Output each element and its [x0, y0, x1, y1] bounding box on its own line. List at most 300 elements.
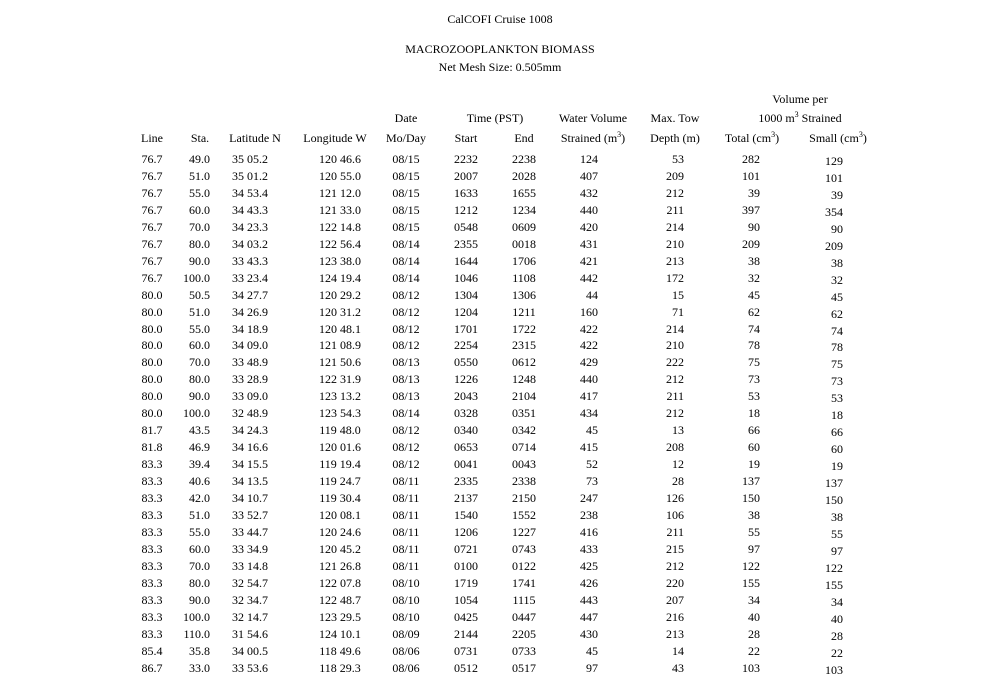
small-volume-cell: 75	[831, 357, 843, 372]
end-time-cell: 0517	[512, 660, 536, 675]
header-latitude: Latitude N	[229, 131, 281, 145]
start-time-cell: 2355	[454, 236, 478, 251]
start-time-cell: 0340	[454, 423, 478, 438]
end-time-cell: 0733	[512, 643, 536, 658]
date-cell: 08/09	[392, 626, 420, 641]
end-time-cell: 1211	[512, 304, 536, 319]
water-volume-cell: 430	[580, 626, 598, 641]
latitude-cell: 34 13.5	[232, 474, 268, 489]
longitude-cell: 121 50.6	[319, 355, 361, 370]
longitude-cell: 121 26.8	[319, 558, 361, 573]
date-cell: 08/12	[392, 338, 420, 353]
station-cell: 50.5	[189, 287, 210, 302]
latitude-cell: 32 34.7	[232, 592, 268, 607]
table-row	[0, 423, 1000, 440]
total-volume-cell: 90	[748, 219, 760, 234]
small-volume-cell: 137	[825, 476, 843, 491]
latitude-cell: 32 54.7	[232, 575, 268, 590]
water-volume-cell: 442	[580, 270, 598, 285]
line-cell: 83.3	[141, 592, 163, 607]
line-cell: 76.7	[141, 270, 163, 285]
station-cell: 43.5	[189, 423, 210, 438]
small-volume-cell: 34	[831, 594, 843, 609]
tow-depth-cell: 106	[666, 508, 684, 523]
line-cell: 76.7	[141, 219, 163, 234]
tow-depth-cell: 13	[672, 423, 684, 438]
date-cell: 08/14	[392, 253, 420, 268]
date-cell: 08/10	[392, 592, 420, 607]
water-volume-cell: 422	[580, 338, 598, 353]
total-volume-cell: 103	[742, 660, 760, 675]
start-time-cell: 0653	[454, 440, 478, 455]
tow-depth-cell: 53	[672, 152, 684, 166]
start-time-cell: 1701	[454, 321, 478, 336]
station-cell: 80.0	[189, 372, 210, 387]
latitude-cell: 34 00.5	[232, 643, 268, 658]
date-cell: 08/06	[392, 643, 420, 658]
small-volume-cell: 150	[825, 493, 843, 508]
header-station: Sta.	[190, 131, 210, 145]
total-volume-cell: 53	[748, 389, 760, 404]
small-volume-cell: 101	[825, 170, 843, 185]
line-cell: 80.0	[141, 321, 163, 336]
latitude-cell: 34 26.9	[232, 304, 268, 319]
line-cell: 81.7	[141, 423, 163, 438]
total-volume-cell: 38	[748, 253, 760, 268]
longitude-cell: 119 30.4	[319, 491, 361, 506]
date-cell: 08/12	[392, 321, 420, 336]
start-time-cell: 2232	[454, 152, 478, 166]
station-cell: 100.0	[183, 270, 210, 285]
water-volume-cell: 432	[580, 185, 598, 200]
table-row	[0, 610, 1000, 627]
station-cell: 80.0	[189, 575, 210, 590]
date-cell: 08/11	[392, 508, 420, 523]
total-volume-cell: 397	[742, 202, 760, 217]
line-cell: 83.3	[141, 524, 163, 539]
water-volume-cell: 97	[586, 660, 598, 675]
start-time-cell: 0512	[454, 660, 478, 675]
water-volume-cell: 431	[580, 236, 598, 251]
station-cell: 60.0	[189, 202, 210, 217]
date-cell: 08/15	[392, 168, 420, 183]
start-time-cell: 0041	[454, 457, 478, 472]
latitude-cell: 33 34.9	[232, 541, 268, 556]
date-cell: 08/13	[392, 372, 420, 387]
longitude-cell: 121 33.0	[319, 202, 361, 217]
tow-depth-cell: 211	[666, 524, 684, 539]
table-row	[0, 576, 1000, 593]
small-volume-cell: 38	[831, 255, 843, 270]
station-cell: 42.0	[189, 491, 210, 506]
station-cell: 90.0	[189, 592, 210, 607]
end-time-cell: 2028	[512, 168, 536, 183]
table-row	[0, 525, 1000, 542]
tow-depth-cell: 212	[666, 558, 684, 573]
table-row	[0, 440, 1000, 457]
line-cell: 80.0	[141, 355, 163, 370]
latitude-cell: 35 01.2	[232, 168, 268, 183]
end-time-cell: 1552	[512, 508, 536, 523]
small-volume-cell: 55	[831, 526, 843, 541]
start-time-cell: 1644	[454, 253, 478, 268]
small-volume-cell: 28	[831, 628, 843, 643]
table-row	[0, 542, 1000, 559]
line-cell: 86.7	[141, 660, 163, 675]
end-time-cell: 0612	[512, 355, 536, 370]
latitude-cell: 34 03.2	[232, 236, 268, 251]
end-time-cell: 1655	[512, 185, 536, 200]
tow-depth-cell: 212	[666, 185, 684, 200]
station-cell: 51.0	[189, 508, 210, 523]
station-cell: 90.0	[189, 253, 210, 268]
longitude-cell: 119 19.4	[319, 457, 361, 472]
start-time-cell: 2254	[454, 338, 478, 353]
station-cell: 51.0	[189, 168, 210, 183]
station-cell: 70.0	[189, 355, 210, 370]
water-volume-cell: 238	[580, 508, 598, 523]
latitude-cell: 34 43.3	[232, 202, 268, 217]
small-volume-cell: 19	[831, 459, 843, 474]
header-date-format: Mo/Day	[386, 131, 426, 145]
header-total: Total $(cm^3)$	[724, 130, 780, 145]
longitude-cell: 123 13.2	[319, 389, 361, 404]
latitude-cell: 32 48.9	[232, 406, 268, 421]
latitude-cell: 34 24.3	[232, 423, 268, 438]
total-volume-cell: 155	[742, 575, 760, 590]
total-volume-cell: 62	[748, 304, 760, 319]
small-volume-cell: 90	[831, 221, 843, 236]
table-row	[0, 593, 1000, 610]
start-time-cell: 1226	[454, 372, 478, 387]
date-cell: 08/14	[392, 270, 420, 285]
longitude-cell: 120 45.2	[319, 541, 361, 556]
longitude-cell: 123 29.5	[319, 609, 361, 624]
line-cell: 80.0	[141, 389, 163, 404]
line-cell: 81.8	[141, 440, 163, 455]
end-time-cell: 0447	[512, 609, 536, 624]
end-time-cell: 1706	[512, 253, 536, 268]
longitude-cell: 122 31.9	[319, 372, 361, 387]
water-volume-cell: 433	[580, 541, 598, 556]
mesh-size-label: Net Mesh Size: 0.505mm	[438, 60, 562, 74]
small-volume-cell: 103	[825, 662, 843, 677]
small-volume-cell: 78	[831, 340, 843, 355]
small-volume-cell: 97	[831, 543, 843, 558]
end-time-cell: 0351	[512, 406, 536, 421]
tow-depth-cell: 213	[666, 626, 684, 641]
end-time-cell: 1722	[512, 321, 536, 336]
total-volume-cell: 34	[748, 592, 760, 607]
station-cell: 46.9	[189, 440, 210, 455]
line-cell: 85.4	[141, 643, 163, 658]
latitude-cell: 33 53.6	[232, 660, 268, 675]
start-time-cell: 1046	[454, 270, 478, 285]
total-volume-cell: 101	[742, 168, 760, 183]
line-cell: 83.3	[141, 457, 163, 472]
latitude-cell: 34 15.5	[232, 457, 268, 472]
longitude-cell: 122 14.8	[319, 219, 361, 234]
small-volume-cell: 40	[831, 611, 843, 626]
station-cell: 70.0	[189, 219, 210, 234]
latitude-cell: 31 54.6	[232, 626, 268, 641]
header-water-strained: Strained $(m^3)$	[560, 130, 626, 145]
cruise-title: CalCOFI Cruise 1008	[447, 12, 553, 26]
water-volume-cell: 45	[586, 643, 598, 658]
latitude-cell: 34 53.4	[232, 185, 268, 200]
table-row	[0, 559, 1000, 576]
latitude-cell: 34 09.0	[232, 338, 268, 353]
tow-depth-cell: 214	[666, 219, 684, 234]
station-cell: 55.0	[189, 321, 210, 336]
table-row	[0, 372, 1000, 389]
station-cell: 110.0	[183, 626, 210, 641]
start-time-cell: 2137	[454, 491, 478, 506]
table-row	[0, 338, 1000, 355]
total-volume-cell: 282	[742, 152, 760, 166]
line-cell: 76.7	[141, 152, 163, 166]
water-volume-cell: 422	[580, 321, 598, 336]
tow-depth-cell: 15	[672, 287, 684, 302]
water-volume-cell: 426	[580, 575, 598, 590]
total-volume-cell: 78	[748, 338, 760, 353]
total-volume-cell: 74	[748, 321, 760, 336]
table-row	[0, 474, 1000, 491]
water-volume-cell: 73	[586, 474, 598, 489]
date-cell: 08/12	[392, 304, 420, 319]
date-cell: 08/11	[392, 474, 420, 489]
line-cell: 76.7	[141, 202, 163, 217]
end-time-cell: 2238	[512, 152, 536, 166]
line-cell: 80.0	[141, 304, 163, 319]
table-row	[0, 355, 1000, 372]
start-time-cell: 1719	[454, 575, 478, 590]
tow-depth-cell: 14	[672, 643, 684, 658]
table-row	[0, 389, 1000, 406]
start-time-cell: 2043	[454, 389, 478, 404]
longitude-cell: 120 29.2	[319, 287, 361, 302]
line-cell: 80.0	[141, 406, 163, 421]
end-time-cell: 0043	[512, 457, 536, 472]
end-time-cell: 1115	[512, 592, 536, 607]
longitude-cell: 122 07.8	[319, 575, 361, 590]
line-cell: 83.3	[141, 558, 163, 573]
latitude-cell: 32 14.7	[232, 609, 268, 624]
longitude-cell: 120 31.2	[319, 304, 361, 319]
small-volume-cell: 122	[825, 560, 843, 575]
date-cell: 08/12	[392, 423, 420, 438]
header-time-start: Start	[454, 131, 478, 145]
longitude-cell: 122 48.7	[319, 592, 361, 607]
small-volume-cell: 62	[831, 306, 843, 321]
water-volume-cell: 429	[580, 355, 598, 370]
table-row	[0, 305, 1000, 322]
small-volume-cell: 74	[831, 323, 843, 338]
line-cell: 83.3	[141, 508, 163, 523]
table-row	[0, 322, 1000, 339]
tow-depth-cell: 211	[666, 202, 684, 217]
water-volume-cell: 434	[580, 406, 598, 421]
start-time-cell: 1540	[454, 508, 478, 523]
start-time-cell: 1633	[454, 185, 478, 200]
tow-depth-cell: 172	[666, 270, 684, 285]
water-volume-cell: 247	[580, 491, 598, 506]
start-time-cell: 0550	[454, 355, 478, 370]
table-row	[0, 237, 1000, 254]
line-cell: 76.7	[141, 236, 163, 251]
station-cell: 55.0	[189, 185, 210, 200]
start-time-cell: 2144	[454, 626, 478, 641]
date-cell: 08/14	[392, 406, 420, 421]
longitude-cell: 120 46.6	[319, 152, 361, 166]
total-volume-cell: 18	[748, 406, 760, 421]
line-cell: 76.7	[141, 185, 163, 200]
line-cell: 83.3	[141, 575, 163, 590]
tow-depth-cell: 126	[666, 491, 684, 506]
date-cell: 08/15	[392, 219, 420, 234]
total-volume-cell: 32	[748, 270, 760, 285]
water-volume-cell: 425	[580, 558, 598, 573]
header-longitude: Longitude W	[303, 131, 367, 145]
line-cell: 83.3	[141, 626, 163, 641]
date-cell: 08/10	[392, 609, 420, 624]
water-volume-cell: 440	[580, 372, 598, 387]
date-cell: 08/15	[392, 152, 420, 166]
station-cell: 60.0	[189, 541, 210, 556]
table-row	[0, 491, 1000, 508]
latitude-cell: 33 52.7	[232, 508, 268, 523]
report-title: MACROZOOPLANKTON BIOMASS	[405, 42, 595, 56]
small-volume-cell: 354	[825, 204, 843, 219]
total-volume-cell: 55	[748, 524, 760, 539]
total-volume-cell: 19	[748, 457, 760, 472]
total-volume-cell: 66	[748, 423, 760, 438]
end-time-cell: 2338	[512, 474, 536, 489]
line-cell: 80.0	[141, 338, 163, 353]
water-volume-cell: 416	[580, 524, 598, 539]
longitude-cell: 119 48.0	[319, 423, 361, 438]
table-body	[0, 152, 1000, 678]
start-time-cell: 2335	[454, 474, 478, 489]
small-volume-cell: 53	[831, 391, 843, 406]
small-volume-cell: 209	[825, 238, 843, 253]
start-time-cell: 1212	[454, 202, 478, 217]
start-time-cell: 0328	[454, 406, 478, 421]
date-cell: 08/14	[392, 236, 420, 251]
tow-depth-cell: 43	[672, 660, 684, 675]
start-time-cell: 0425	[454, 609, 478, 624]
water-volume-cell: 417	[580, 389, 598, 404]
latitude-cell: 34 27.7	[232, 287, 268, 302]
longitude-cell: 120 24.6	[319, 524, 361, 539]
table-row	[0, 220, 1000, 237]
line-cell: 76.7	[141, 168, 163, 183]
table-row	[0, 203, 1000, 220]
longitude-cell: 119 24.7	[319, 474, 361, 489]
tow-depth-cell: 208	[666, 440, 684, 455]
station-cell: 33.0	[189, 660, 210, 675]
header-per-1000: 1000 $m^3$ Strained	[758, 110, 842, 125]
small-volume-cell: 39	[831, 187, 843, 202]
small-volume-cell: 73	[831, 374, 843, 389]
header-tow-depth: Depth (m)	[650, 131, 700, 145]
end-time-cell: 1741	[512, 575, 536, 590]
total-volume-cell: 45	[748, 287, 760, 302]
station-cell: 70.0	[189, 558, 210, 573]
tow-depth-cell: 213	[666, 253, 684, 268]
station-cell: 40.6	[189, 474, 210, 489]
line-cell: 76.7	[141, 253, 163, 268]
end-time-cell: 1248	[512, 372, 536, 387]
total-volume-cell: 137	[742, 474, 760, 489]
station-cell: 100.0	[183, 406, 210, 421]
total-volume-cell: 209	[742, 236, 760, 251]
tow-depth-cell: 12	[672, 457, 684, 472]
table-row	[0, 288, 1000, 305]
end-time-cell: 1227	[512, 524, 536, 539]
latitude-cell: 33 44.7	[232, 524, 268, 539]
total-volume-cell: 28	[748, 626, 760, 641]
total-volume-cell: 38	[748, 508, 760, 523]
small-volume-cell: 38	[831, 510, 843, 525]
longitude-cell: 120 08.1	[319, 508, 361, 523]
water-volume-cell: 407	[580, 168, 598, 183]
small-volume-cell: 60	[831, 442, 843, 457]
small-volume-cell: 66	[831, 425, 843, 440]
tow-depth-cell: 211	[666, 389, 684, 404]
station-cell: 100.0	[183, 609, 210, 624]
end-time-cell: 0714	[512, 440, 536, 455]
station-cell: 55.0	[189, 524, 210, 539]
total-volume-cell: 97	[748, 541, 760, 556]
line-cell: 83.3	[141, 474, 163, 489]
end-time-cell: 0342	[512, 423, 536, 438]
water-volume-cell: 421	[580, 253, 598, 268]
line-cell: 83.3	[141, 541, 163, 556]
longitude-cell: 123 38.0	[319, 253, 361, 268]
end-time-cell: 0609	[512, 219, 536, 234]
latitude-cell: 33 48.9	[232, 355, 268, 370]
longitude-cell: 118 49.6	[319, 643, 361, 658]
end-time-cell: 2104	[512, 389, 536, 404]
table-row	[0, 661, 1000, 678]
latitude-cell: 35 05.2	[232, 152, 268, 166]
start-time-cell: 1204	[454, 304, 478, 319]
end-time-cell: 0018	[512, 236, 536, 251]
start-time-cell: 0548	[454, 219, 478, 234]
water-volume-cell: 44	[586, 287, 598, 302]
tow-depth-cell: 215	[666, 541, 684, 556]
water-volume-cell: 443	[580, 592, 598, 607]
total-volume-cell: 22	[748, 643, 760, 658]
tow-depth-cell: 212	[666, 406, 684, 421]
station-cell: 60.0	[189, 338, 210, 353]
latitude-cell: 34 16.6	[232, 440, 268, 455]
longitude-cell: 123 54.3	[319, 406, 361, 421]
table-row	[0, 152, 1000, 169]
date-cell: 08/15	[392, 185, 420, 200]
total-volume-cell: 39	[748, 185, 760, 200]
date-cell: 08/13	[392, 389, 420, 404]
start-time-cell: 2007	[454, 168, 478, 183]
latitude-cell: 34 23.3	[232, 219, 268, 234]
end-time-cell: 2315	[512, 338, 536, 353]
header-line: Line	[141, 131, 163, 145]
small-volume-cell: 32	[831, 272, 843, 287]
total-volume-cell: 75	[748, 355, 760, 370]
table-row	[0, 406, 1000, 423]
date-cell: 08/11	[392, 541, 420, 556]
